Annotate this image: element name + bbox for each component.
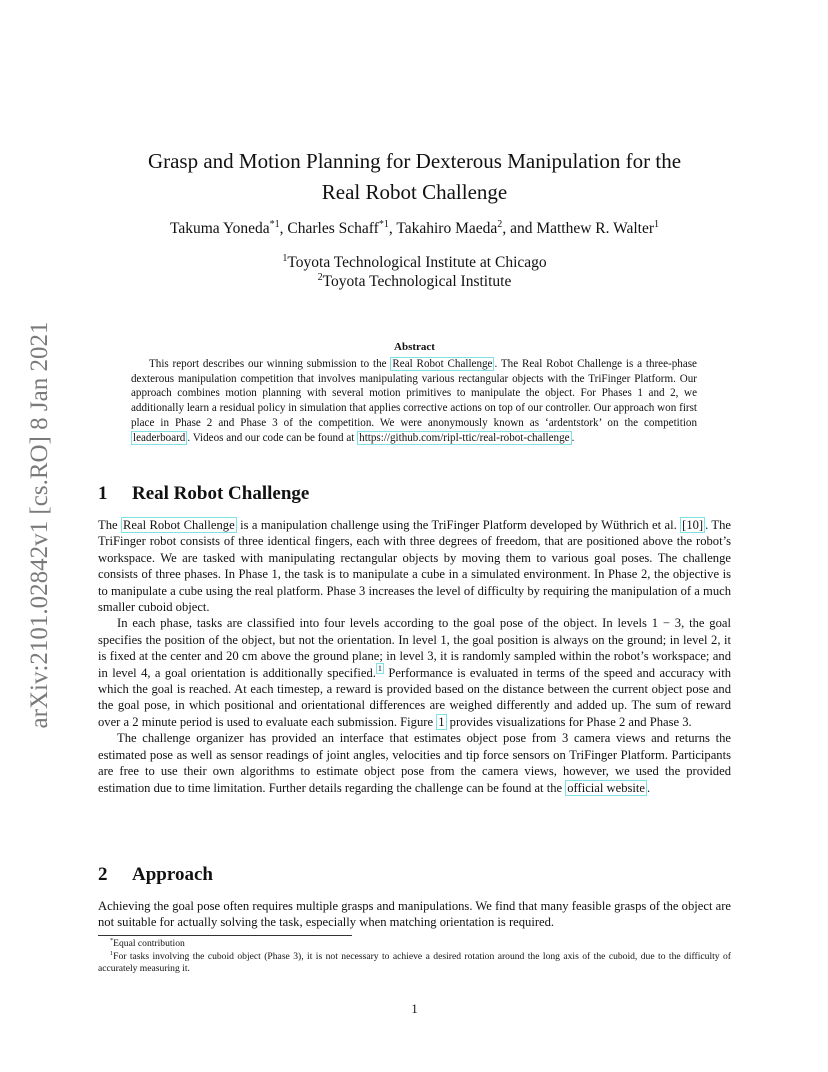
abstract-text: This report describes our winning submission to the xyxy=(149,358,391,370)
abstract-heading: Abstract xyxy=(394,341,435,353)
author-list: Takuma Yoneda$^{*1}$, Charles Schaff$^{*1}$, Takahiro Maeda$^2$, and Matthew R. Walter$^1$ xyxy=(169,218,660,237)
paragraph: Achieving the goal pose often requires multiple grasps and manipulations. We find that many feasible grasps of the object are not suitable for actually solving the task, especially when matching orientation is required. xyxy=(98,899,731,930)
page-number: 1 xyxy=(411,1002,418,1016)
affiliation-mark: 2 xyxy=(317,271,323,283)
figure-link[interactable]: 1 xyxy=(438,714,445,729)
footnote-text: Equal contribution xyxy=(113,938,185,949)
abstract-text: . Videos and our code can be found at xyxy=(187,431,358,444)
footnote xyxy=(98,951,731,976)
author-name: Takahiro Maeda xyxy=(396,220,498,237)
title-line-2: Real Robot Challenge xyxy=(321,180,508,204)
section-title: Approach xyxy=(132,864,213,885)
official-website-link[interactable]: official website xyxy=(567,780,645,795)
abstract-text: . The Real Robot Challenge is a three-phase dexterous manipulation competition that involves manipulating various rectangular objects with the TriFinger Platform. Our approach combines motion planning with several motion primitives to manipulate the object. For Phases 1 and 2, we additionally learn a residual policy in simulation that applies corrective actions on top of our controller. Our approach won first place in Phase 2 and Phase 3 of the competition. We were anonymously known as ‘ardentstork’ on the competition xyxy=(131,358,697,429)
leaderboard-link[interactable]: leaderboard xyxy=(133,431,186,444)
paragraph xyxy=(98,730,731,796)
footnote-mark: 1 xyxy=(110,949,114,957)
paragraph-text: is a manipulation challenge using the TriFinger Platform developed by Wüthrich et al. xyxy=(236,518,681,532)
section-number: 1 xyxy=(98,483,108,504)
title-line-1: Grasp and Motion Planning for Dexterous Manipulation for the xyxy=(147,149,682,173)
section-title: Real Robot Challenge xyxy=(132,483,310,504)
section-1-body xyxy=(98,517,731,796)
arxiv-stamp-text: arXiv:2101.02842v1 [cs.RO] 8 Jan 2021 xyxy=(26,321,53,729)
abstract-text: . xyxy=(571,431,575,444)
footnote-rule xyxy=(98,935,352,936)
paragraph xyxy=(98,517,731,615)
footnote xyxy=(98,938,731,951)
paragraph-text: . xyxy=(647,780,651,795)
affiliation-name: Toyota Technological Institute xyxy=(322,273,512,290)
paragraph-text: Performance is evaluated in terms of the speed and accuracy with which the goal is reached. At each timestep, a reward is provided based on the distance between the current object pose and the goal pose, in which positional and orientational differences are weighed differently and added up. The sum of reward over a 2 minute period is used to evaluate each submission. Figure xyxy=(98,665,731,729)
author-mark: 2 xyxy=(497,218,503,230)
section-heading xyxy=(98,483,309,505)
section-number: 2 xyxy=(98,864,108,885)
author-name: Matthew R. Walter xyxy=(536,220,655,237)
affiliation-mark: 1 xyxy=(282,252,288,264)
paragraph-text: . The TriFinger robot consists of three identical fingers, each with three degrees of freedom, that are positioned above the robot’s workspace. We are tasked with manipulating rectangular objects by moving them to various goal poses. The challenge consists of three phases. In Phase 1, the task is to manipulate a cube in a simulated environment. In Phase 2, the objective is to manipulate a cube using the real platform. Phase 3 increases the level of difficulty by requiring the manipulation of a much smaller cuboid object. xyxy=(98,518,731,615)
section-heading xyxy=(98,864,213,886)
paragraph xyxy=(98,615,731,730)
arxiv-stamp xyxy=(20,300,60,750)
challenge-link[interactable]: Real Robot Challenge xyxy=(392,358,493,370)
github-link[interactable]: https://github.com/ripl-ttic/real-robot-challenge xyxy=(359,431,570,444)
footnotes xyxy=(98,938,731,976)
paragraph-text: In each phase, tasks are classified into four levels according to the goal pose of the object. In levels 1 − 3, the goal specifies the position of the object, but not the orientation. In level 1, the goal position is always on the ground; in level 2, it is fixed at the center and 20 cm above the ground plane; in level 3, it is randomly sampled within the robot’s workspace; and in level 4, a goal orientation is additionally specified. xyxy=(98,616,731,680)
citation-link[interactable]: [10] xyxy=(682,518,704,532)
paper-title xyxy=(98,146,731,208)
author-mark: *1 xyxy=(378,218,389,230)
affiliation-name: Toyota Technological Institute at Chicago xyxy=(287,254,547,271)
section-2-body xyxy=(98,898,731,931)
challenge-link-body[interactable]: Real Robot Challenge xyxy=(122,518,235,532)
author-name: Takuma Yoneda xyxy=(169,220,270,237)
paragraph-text: provides visualizations for Phase 2 and Phase 3. xyxy=(446,714,692,729)
abstract-body xyxy=(131,357,697,445)
paragraph-text: The xyxy=(98,518,118,532)
affiliation xyxy=(98,254,731,272)
author-mark: *1 xyxy=(269,218,280,230)
affiliation xyxy=(98,273,731,291)
footnote-link[interactable]: 1 xyxy=(377,664,382,674)
author-name: Charles Schaff xyxy=(287,220,379,237)
footnote-text: For tasks involving the cuboid object (Phase 3), it is not necessary to achieve a desired rotation around the long axis of the cuboid, due to the difficulty of accurately measuring it. xyxy=(98,950,731,975)
footnote-mark: * xyxy=(110,936,114,944)
paragraph-text: The challenge organizer has provided an interface that estimates object pose from 3 camera views and returns the estimated pose as well as sensor readings of joint angles, velocities and tip force sensors on TriFinger Platform. Participants are free to use their own algorithms to estimate object pose from the camera views, however, we used the provided estimation due to time limitation. Further details regarding the challenge can be found at the xyxy=(98,731,731,795)
author-mark: 1 xyxy=(654,218,660,230)
